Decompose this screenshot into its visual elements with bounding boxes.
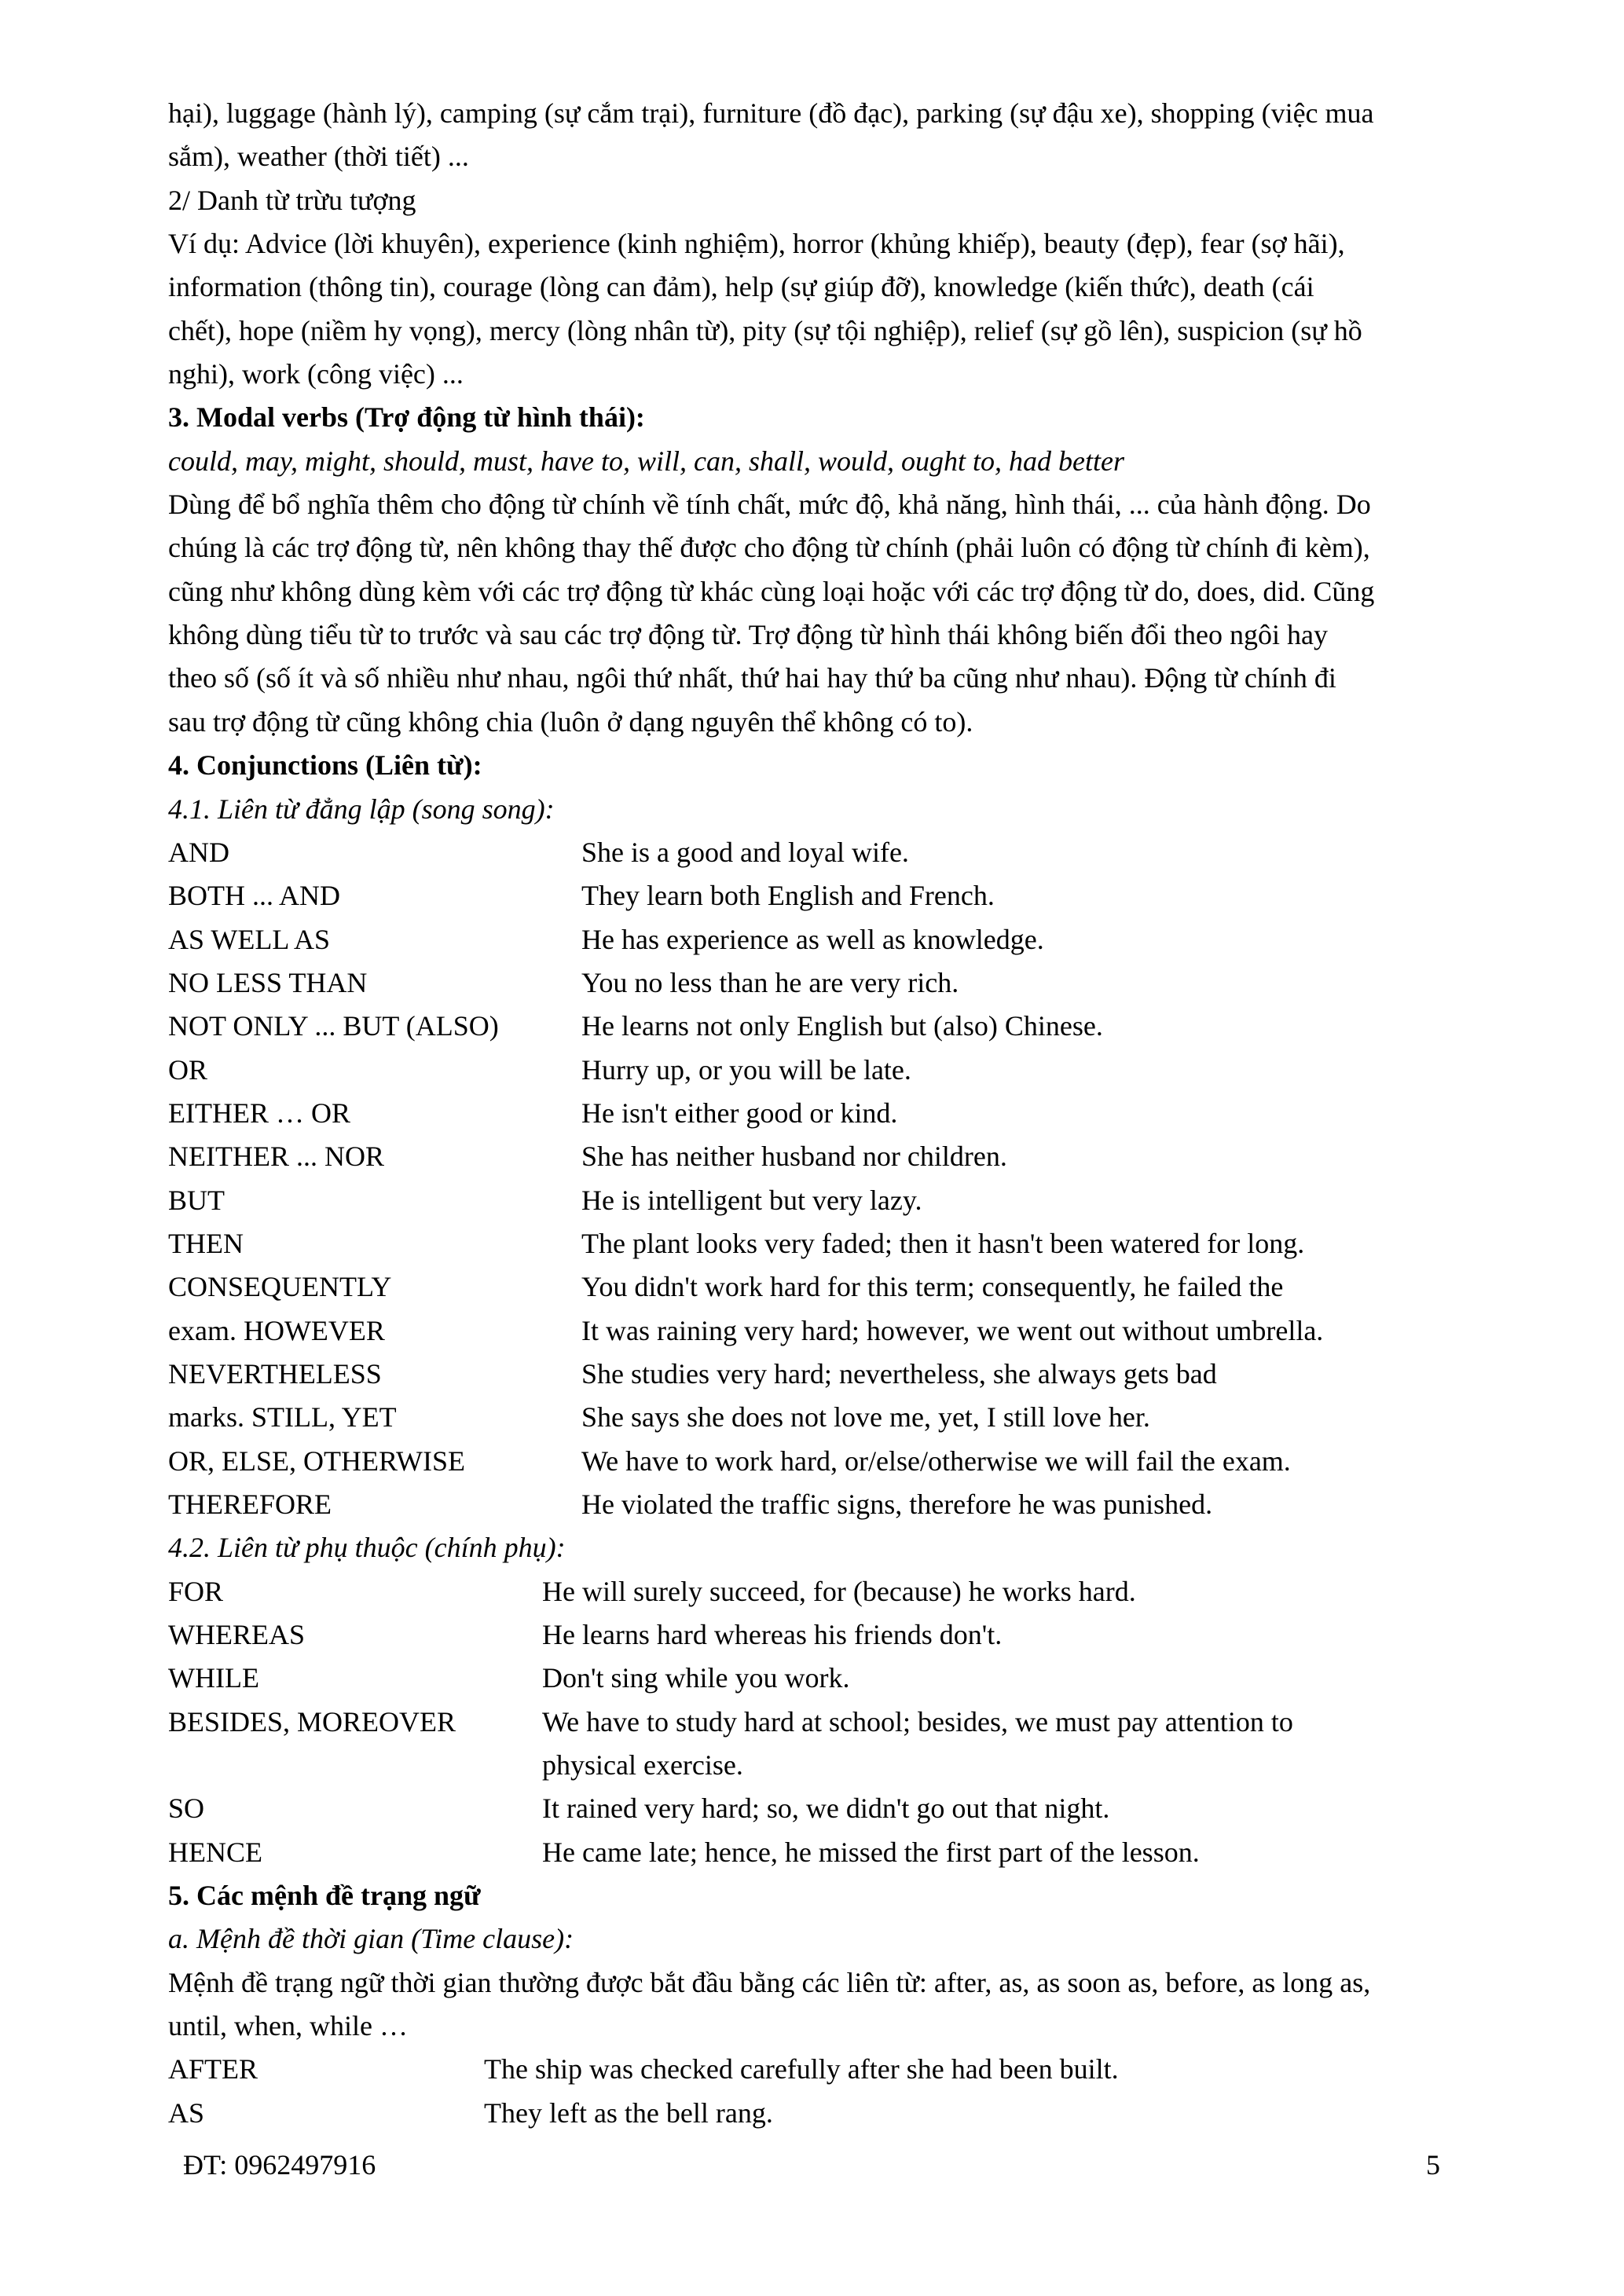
table-row: [168, 1657, 1465, 1700]
table-row: [168, 1092, 1465, 1135]
paragraph-line: cũng như không dùng kèm với các trợ động từ khác cùng loại hoặc với các trợ động từ do, does, did. Cũng: [168, 575, 1375, 607]
document-body: [168, 92, 1465, 2135]
section-heading-conjunctions: 4. Conjunctions (Liên từ):: [168, 749, 482, 782]
example-sentence: They left as the bell rang.: [484, 2096, 773, 2129]
modal-verbs-description: [168, 483, 1465, 744]
section-heading-modal-verbs: 3. Modal verbs (Trợ động từ hình thái):: [168, 401, 645, 434]
example-sentence: Don't sing while you work.: [542, 1662, 850, 1694]
table-row: [168, 961, 1465, 1005]
example-sentence: We have to study hard at school; besides, we must pay attention to physical exercise.: [542, 1705, 1293, 1782]
paragraph-line: theo số (số ít và số nhiều như nhau, ngôi thứ nhất, thứ hai hay thứ ba cũng như nhau). Động từ chính đi: [168, 662, 1336, 694]
example-sentence: He has experience as well as knowledge.: [581, 923, 1044, 955]
conjunction-term: THEREFORE: [168, 1489, 332, 1520]
table-row: [168, 1787, 1465, 1830]
example-sentence: He came late; hence, he missed the first part of the lesson.: [542, 1836, 1200, 1868]
table-row: [168, 1265, 1465, 1309]
table-row: [168, 1049, 1465, 1092]
subheading-coordinating: 4.1. Liên từ đẳng lập (song song):: [168, 793, 555, 825]
table-row: [168, 874, 1465, 917]
table-row: [168, 1222, 1465, 1265]
conjunction-term: OR, ELSE, OTHERWISE: [168, 1445, 465, 1477]
conjunction-term: BUT: [168, 1184, 225, 1216]
table-row: [168, 831, 1465, 874]
time-clause-table: [168, 2048, 1465, 2135]
abstract-nouns-section: [168, 92, 1465, 396]
conjunction-term: FOR: [168, 1575, 224, 1607]
table-row: [168, 1309, 1465, 1353]
conjunction-term: AND: [168, 836, 229, 868]
paragraph-line: Ví dụ: Advice (lời khuyên), experience (kinh nghiệm), horror (khủng khiếp), beauty (đẹp), fear (sợ hãi),: [168, 228, 1345, 260]
table-row: [168, 2092, 1465, 2135]
example-sentence: The ship was checked carefully after she had been built.: [484, 2053, 1119, 2085]
paragraph-line: nghi), work (công việc) ...: [168, 358, 464, 390]
conjunction-term: HENCE: [168, 1836, 262, 1868]
table-row: [168, 1440, 1465, 1483]
conjunction-term: exam. HOWEVER: [168, 1314, 385, 1346]
page-footer: [183, 2148, 1440, 2181]
table-row: [168, 1396, 1465, 1439]
example-sentence: You didn't work hard for this term; consequently, he failed the: [581, 1271, 1284, 1303]
conjunction-term: marks. STILL, YET: [168, 1401, 397, 1434]
example-sentence: He violated the traffic signs, therefore he was punished.: [581, 1489, 1213, 1520]
example-sentence: He learns hard whereas his friends don't.: [542, 1619, 1003, 1651]
conjunction-term: NOT ONLY ... BUT (ALSO): [168, 1010, 499, 1042]
paragraph-line: sau trợ động từ cũng không chia (luôn ở dạng nguyên thể không có to).: [168, 705, 973, 738]
conjunction-term: BOTH ... AND: [168, 880, 341, 912]
paragraph-line: until, when, while …: [168, 2010, 408, 2042]
paragraph-line: Mệnh đề trạng ngữ thời gian thường được bắt đầu bằng các liên từ: after, as, as soon as, before, as long as,: [168, 1966, 1371, 1998]
example-sentence: She studies very hard; nevertheless, she always gets bad: [581, 1357, 1217, 1390]
example-sentence: We have to work hard, or/else/otherwise we will fail the exam.: [581, 1445, 1291, 1477]
table-row: [168, 2048, 1465, 2091]
example-sentence: He is intelligent but very lazy.: [581, 1184, 922, 1216]
example-sentence: You no less than he are very rich.: [581, 966, 959, 998]
conjunction-term: NEVERTHELESS: [168, 1357, 382, 1390]
table-row: [168, 1483, 1465, 1526]
time-clause-description: [168, 1961, 1465, 2049]
example-sentence: He isn't either good or kind.: [581, 1097, 898, 1129]
conjunction-term: EITHER … OR: [168, 1097, 350, 1129]
conjunction-term: THEN: [168, 1227, 244, 1259]
footer-phone: ĐT: 0962497916: [183, 2149, 376, 2181]
conjunction-term: AS WELL AS: [168, 923, 331, 955]
example-sentence: It rained very hard; so, we didn't go out that night.: [542, 1792, 1110, 1825]
conjunction-term: BESIDES, MOREOVER: [168, 1705, 456, 1738]
example-sentence: The plant looks very faded; then it hasn't been watered for long.: [581, 1227, 1305, 1259]
conjunction-term: AS: [168, 2096, 205, 2129]
paragraph-line: hại), luggage (hành lý), camping (sự cắm trại), furniture (đồ đạc), parking (sự đậu xe), shopping (việc mua: [168, 97, 1374, 129]
conjunction-term: AFTER: [168, 2053, 258, 2085]
conjunction-term: SO: [168, 1792, 205, 1825]
paragraph-line: chết), hope (niềm hy vọng), mercy (lòng nhân từ), pity (sự tội nghiệp), relief (sự gồ lên), suspicion (sự hồ: [168, 314, 1362, 346]
example-sentence: She is a good and loyal wife.: [581, 836, 909, 868]
example-sentence: Hurry up, or you will be late.: [581, 1053, 911, 1086]
paragraph-line: sắm), weather (thời tiết) ...: [168, 141, 469, 173]
paragraph-line: 2/ Danh từ trừu tượng: [168, 184, 416, 216]
paragraph-line: information (thông tin), courage (lòng can đảm), help (sự giúp đỡ), knowledge (kiến thức), death (cái: [168, 271, 1314, 303]
table-row: [168, 1353, 1465, 1396]
table-row: [168, 918, 1465, 961]
conjunction-term: WHEREAS: [168, 1619, 305, 1651]
conjunction-term: NEITHER ... NOR: [168, 1141, 384, 1173]
example-sentence: They learn both English and French.: [581, 880, 995, 912]
subheading-time-clause: a. Mệnh đề thời gian (Time clause):: [168, 1923, 574, 1955]
table-row: [168, 1701, 1465, 1788]
example-sentence: She has neither husband nor children.: [581, 1141, 1007, 1173]
page-number: 5: [1426, 2149, 1440, 2181]
example-sentence: He learns not only English but (also) Chinese.: [581, 1010, 1103, 1042]
example-sentence: He will surely succeed, for (because) he works hard.: [542, 1575, 1136, 1607]
paragraph-line: Dùng để bổ nghĩa thêm cho động từ chính về tính chất, mức độ, khả năng, hình thái, ... của hành động. Do: [168, 489, 1371, 521]
paragraph-line: chúng là các trợ động từ, nên không thay thế được cho động từ chính (phải luôn có động từ chính đi kèm),: [168, 532, 1370, 564]
table-row: [168, 1570, 1465, 1613]
coordinating-conjunctions-table: [168, 831, 1465, 1527]
conjunction-term: CONSEQUENTLY: [168, 1271, 392, 1303]
conjunction-term: WHILE: [168, 1662, 259, 1694]
table-row: [168, 1831, 1465, 1874]
table-row: [168, 1135, 1465, 1178]
example-sentence: She says she does not love me, yet, I still love her.: [581, 1401, 1150, 1434]
conjunction-term: OR: [168, 1053, 208, 1086]
conjunction-term: NO LESS THAN: [168, 966, 368, 998]
paragraph-line: không dùng tiểu từ to trước và sau các trợ động từ. Trợ động từ hình thái không biến đổi theo ngôi hay: [168, 619, 1328, 651]
modal-verbs-list: could, may, might, should, must, have to, will, can, shall, would, ought to, had better: [168, 445, 1124, 477]
subordinating-conjunctions-table: [168, 1570, 1465, 1874]
table-row: [168, 1179, 1465, 1222]
subheading-subordinating: 4.2. Liên từ phụ thuộc (chính phụ):: [168, 1532, 566, 1564]
table-row: [168, 1005, 1465, 1048]
example-sentence: It was raining very hard; however, we went out without umbrella.: [581, 1314, 1324, 1346]
table-row: [168, 1613, 1465, 1657]
section-heading-adverbial-clauses: 5. Các mệnh đề trạng ngữ: [168, 1880, 481, 1912]
